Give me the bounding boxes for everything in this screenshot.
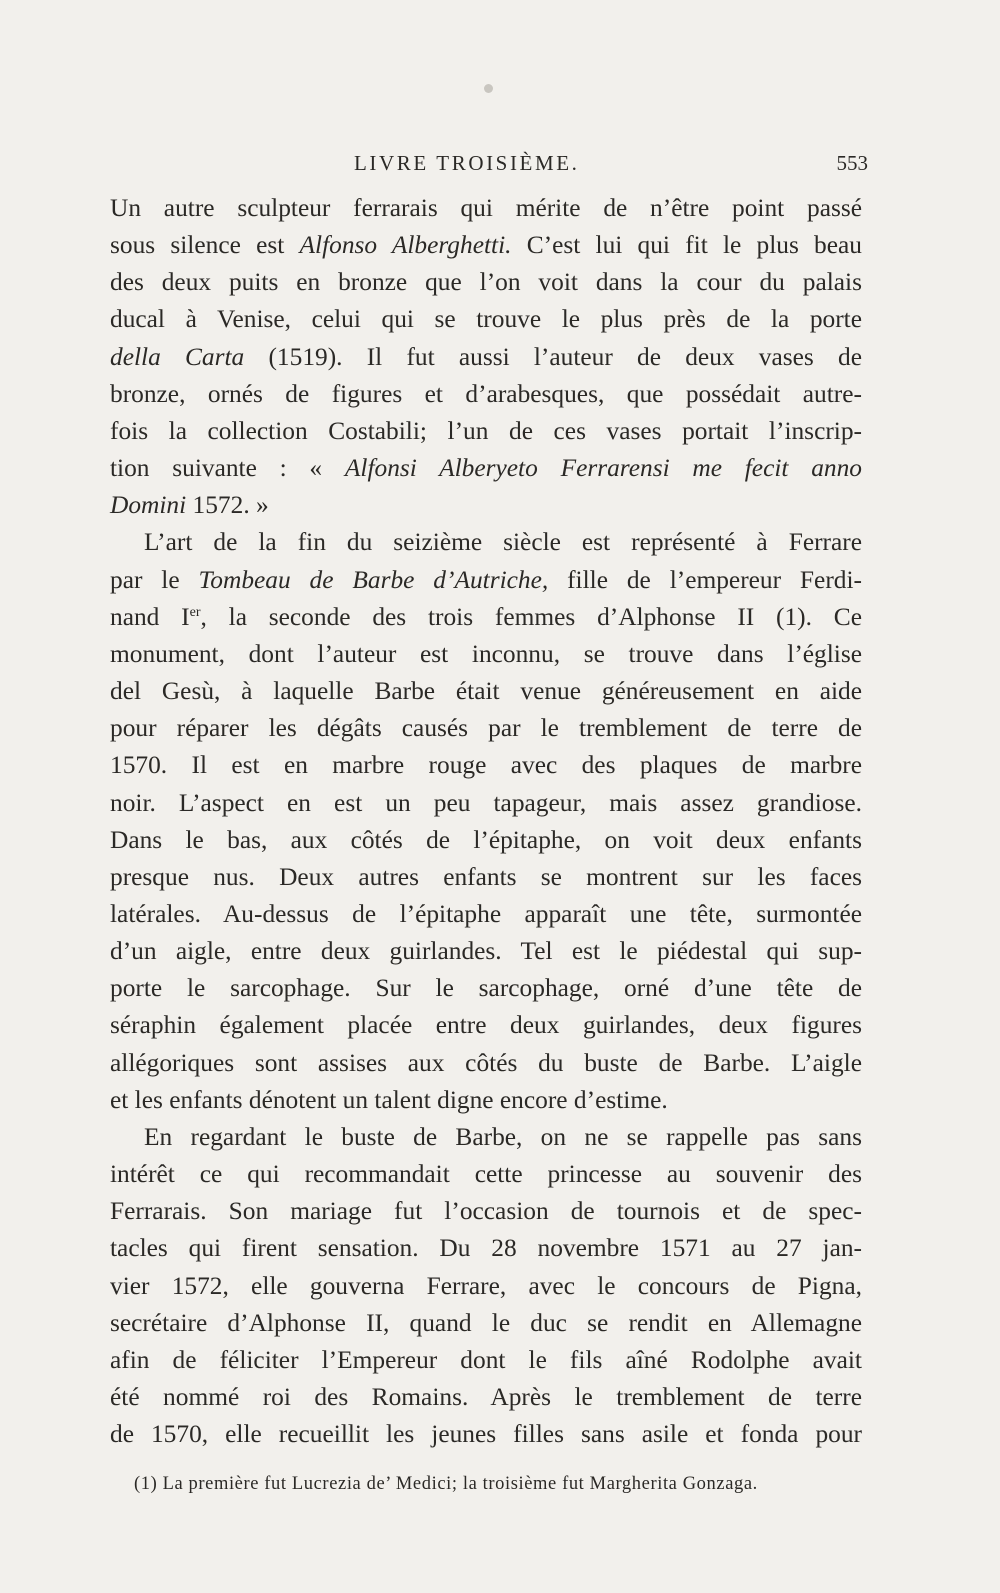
text-segment: 1572. » — [186, 491, 269, 520]
text-segment: pour réparer les dégâts causés par le tremblement de terre de — [110, 714, 862, 743]
superscript: er — [189, 604, 201, 620]
text-segment: Un autre sculpteur ferrarais qui mérite de n’être point passé — [110, 194, 862, 222]
text-segment: intérêt ce qui recommandait cette princesse au souvenir des — [110, 1160, 862, 1189]
text-line — [110, 227, 862, 264]
text-segment: de 1570, elle recueillit les jeunes filles sans asile et fonda pour — [110, 1420, 862, 1449]
text-line — [110, 1342, 862, 1379]
text-line — [110, 710, 862, 747]
text-line — [110, 1007, 862, 1044]
text-line — [110, 450, 862, 487]
italic-text: della Carta — [110, 342, 245, 371]
text-segment: latérales. Au-dessus de l’épitaphe apparaît une tête, surmontée — [110, 899, 862, 928]
text-segment: par le — [110, 565, 199, 594]
italic-text: Tombeau de Barbe d’Autriche, — [198, 565, 549, 594]
text-segment: des deux puits en bronze que l’on voit dans la cour du palais — [110, 268, 862, 297]
body-text — [110, 190, 862, 1453]
text-line — [110, 822, 862, 859]
text-segment: Dans le bas, aux côtés de l’épitaphe, on voit deux enfants — [110, 825, 862, 854]
text-line — [110, 636, 862, 673]
running-title: LIVRE TROISIÈME. — [354, 151, 580, 175]
text-segment: noir. L’aspect en est un peu tapageur, mais assez grandiose. — [110, 788, 862, 817]
text-line — [110, 896, 862, 933]
text-segment: Ferrarais. Son mariage fut l’occasion de tournois et de spec- — [110, 1197, 862, 1226]
text-line — [110, 376, 862, 413]
text-line — [110, 1119, 862, 1156]
text-line — [110, 1193, 862, 1230]
italic-text: Alfonso Alberghetti. — [299, 231, 512, 260]
paragraph-2 — [110, 524, 862, 1119]
text-segment: En regardant le buste de Barbe, on ne se rappelle pas sans — [144, 1122, 862, 1151]
text-line — [110, 933, 862, 970]
text-line — [110, 599, 862, 636]
text-segment: allégoriques sont assises aux côtés du buste de Barbe. L’aigle — [110, 1048, 862, 1077]
text-segment: et les enfants dénotent un talent digne encore d’estime. — [110, 1085, 668, 1114]
text-segment: séraphin également placée entre deux guirlandes, deux figures — [110, 1011, 862, 1040]
ink-speck — [484, 84, 493, 93]
text-line — [110, 1156, 862, 1193]
text-segment: bronze, ornés de figures et d’arabesques, que possédait autre- — [110, 379, 862, 408]
text-segment: sous silence est — [110, 231, 300, 260]
text-line — [110, 524, 862, 561]
text-line — [110, 1416, 862, 1453]
running-head — [110, 146, 870, 180]
text-line — [110, 785, 862, 822]
text-segment: été nommé roi des Romains. Après le tremblement de terre — [110, 1383, 862, 1411]
text-line — [110, 339, 862, 376]
text-segment: (1519). Il fut aussi l’auteur de deux vases de — [244, 342, 862, 371]
text-line — [110, 970, 862, 1007]
text-line — [110, 1268, 862, 1305]
text-line — [110, 264, 862, 301]
text-line — [110, 562, 862, 599]
text-line — [110, 1082, 862, 1119]
paragraph-3 — [110, 1119, 862, 1453]
footnote: (1) La première fut Lucrezia de’ Medici; la troisième fut Margherita Gonzaga. — [134, 1474, 758, 1494]
text-segment: ducal à Venise, celui qui se trouve le plus près de la porte — [110, 305, 862, 334]
text-line — [110, 413, 862, 450]
text-line — [110, 1305, 862, 1342]
text-segment: nand I — [110, 602, 190, 631]
text-segment: , la seconde des trois femmes d’Alphonse II (1). Ce — [200, 602, 862, 631]
italic-text: Domini — [110, 491, 187, 520]
text-segment: 1570. Il est en marbre rouge avec des plaques de marbre — [110, 751, 862, 780]
text-segment: afin de féliciter l’Empereur dont le fils aîné Rodolphe avait — [110, 1345, 862, 1374]
text-segment: d’un aigle, entre deux guirlandes. Tel est le piédestal qui sup- — [110, 937, 862, 966]
text-line — [110, 1045, 862, 1082]
text-segment: vier 1572, elle gouverna Ferrare, avec le concours de Pigna, — [110, 1271, 862, 1300]
text-line — [110, 1230, 862, 1267]
text-segment: presque nus. Deux autres enfants se montrent sur les faces — [110, 862, 862, 891]
text-segment: L’art de la fin du seizième siècle est représenté à Ferrare — [144, 528, 862, 557]
text-segment: del Gesù, à laquelle Barbe était venue généreusement en aide — [110, 677, 862, 706]
text-segment: tacles qui firent sensation. Du 28 novembre 1571 au 27 jan- — [110, 1234, 862, 1263]
text-segment: fois la collection Costabili; l’un de ces vases portait l’inscrip- — [110, 416, 862, 445]
text-segment: porte le sarcophage. Sur le sarcophage, orné d’une tête de — [110, 974, 862, 1003]
paragraph-1 — [110, 190, 862, 524]
page-number: 553 — [836, 151, 868, 175]
italic-text: Alfonsi Alberyeto Ferrarensi me fecit anno — [344, 454, 862, 483]
text-line — [110, 190, 862, 227]
text-segment: secrétaire d’Alphonse II, quand le duc se rendit en Allemagne — [110, 1308, 862, 1337]
text-line — [110, 1379, 862, 1416]
text-line — [110, 859, 862, 896]
text-line — [110, 487, 862, 524]
text-segment: fille de l’empereur Ferdi- — [548, 565, 862, 594]
text-line — [110, 747, 862, 784]
text-segment: tion suivante : « — [110, 454, 345, 483]
text-segment: monument, dont l’auteur est inconnu, se trouve dans l’église — [110, 639, 862, 668]
text-line — [110, 301, 862, 338]
text-line — [110, 673, 862, 710]
text-segment: C’est lui qui fit le plus beau — [511, 231, 862, 260]
